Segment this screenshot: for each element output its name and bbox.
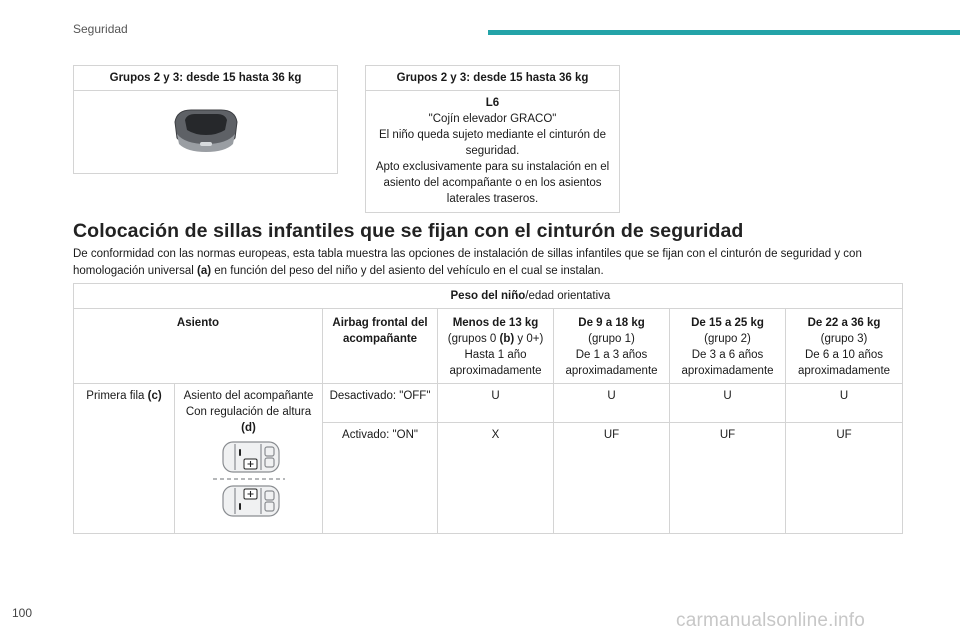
watermark: carmanualsonline.info [676,610,866,631]
airbag-on-group-2-value: UF [670,423,786,534]
child-seat-compatibility-table [73,283,903,534]
group-0-ref-b: (b) [499,333,515,345]
group-1-weight: De 9 a 18 kg [578,317,645,329]
booster-seat-icon [171,104,241,156]
booster-image-cell [74,91,338,174]
intro-text-1: De conformidad con las normas europeas, esta tabla muestra las opciones de instalación de sillas infantiles que se fijan con el cinturón de seguridad y con homologación universal [73,248,862,277]
group-1-header [554,309,670,384]
airbag-on-group-1-value: UF [554,423,670,534]
airbag-off-group-3-value: U [786,384,903,423]
group-3-label: (grupo 3) [820,333,868,345]
airbag-off-label: Desactivado: "OFF" [329,390,431,402]
row-label-ref-c: (c) [147,390,162,402]
airbag-off-group-1-value: U [554,384,670,423]
seat-ref-d: (d) [241,422,256,434]
page-number: 100 [12,606,33,620]
airbag-on-group-3-value: UF [786,423,903,534]
seat-name: Asiento del acompañante [183,390,314,402]
weight-header-bold: Peso del niño [450,290,526,302]
airbag-off-group-0-value: U [438,384,554,423]
header-accent-bar [488,30,960,35]
group-2-header [670,309,786,384]
row-label-cell [74,384,175,534]
group-0-header [438,309,554,384]
intro-text-2: en función del peso del niño y del asiento del vehículo en el cual se instalan. [211,265,604,277]
booster-name: "Cojín elevador GRACO" [428,113,557,125]
empty-header-cell [74,284,438,309]
section-title: Seguridad [73,22,128,36]
booster-belt-note: El niño queda sujeto mediante el cinturón de seguridad. [379,129,606,157]
group-2-weight: De 15 a 25 kg [691,317,764,329]
seat-description-cell [175,384,323,534]
airbag-on-cell [323,423,438,534]
booster-description-table [365,65,620,213]
section-intro [73,246,903,280]
airbag-on-label: Activado: "ON" [342,429,418,442]
group-2-age: De 3 a 6 años aproximadamente [681,349,774,377]
booster-image-table-header: Grupos 2 y 3: desde 15 hasta 36 kg [74,66,338,91]
weight-age-header [438,284,903,309]
airbag-off-cell [323,384,438,423]
group-0-weight: Menos de 13 kg [452,317,539,329]
group-3-age: De 6 a 10 años aproximadamente [797,349,891,377]
group-3-header [786,309,903,384]
group-1-age: De 1 a 3 años aproximadamente [565,349,658,377]
airbag-column-header: Airbag frontal del acompañante [323,309,438,384]
booster-description-header: Grupos 2 y 3: desde 15 hasta 36 kg [366,66,620,91]
seat-column-header: Asiento [74,309,323,384]
intro-reference-a: (a) [197,265,212,277]
booster-description-cell [366,91,620,213]
airbag-off-group-2-value: U [670,384,786,423]
booster-code: L6 [485,97,500,109]
booster-restriction-note: Apto exclusivamente para su instalación en el asiento del acompañante o en los asientos laterales traseros. [375,161,610,205]
car-airbag-diagram-icon [211,438,287,524]
group-0-groups-c: y 0+) [514,333,544,345]
group-1-label: (grupo 1) [588,333,635,345]
group-0-groups-a: (grupos 0 [447,333,500,345]
airbag-on-group-0-value: X [438,423,554,534]
booster-image-table [73,65,338,174]
group-2-label: (grupo 2) [704,333,751,345]
group-3-weight: De 22 a 36 kg [807,317,881,329]
seat-adjustment: Con regulación de altura [185,406,312,418]
group-0-age: Hasta 1 año aproximadamente [449,349,542,377]
weight-header-rest: /edad orientativa [525,290,611,302]
row-label: Primera fila [86,390,148,402]
section-heading: Colocación de sillas infantiles que se fijan con el cinturón de seguridad [73,220,744,242]
